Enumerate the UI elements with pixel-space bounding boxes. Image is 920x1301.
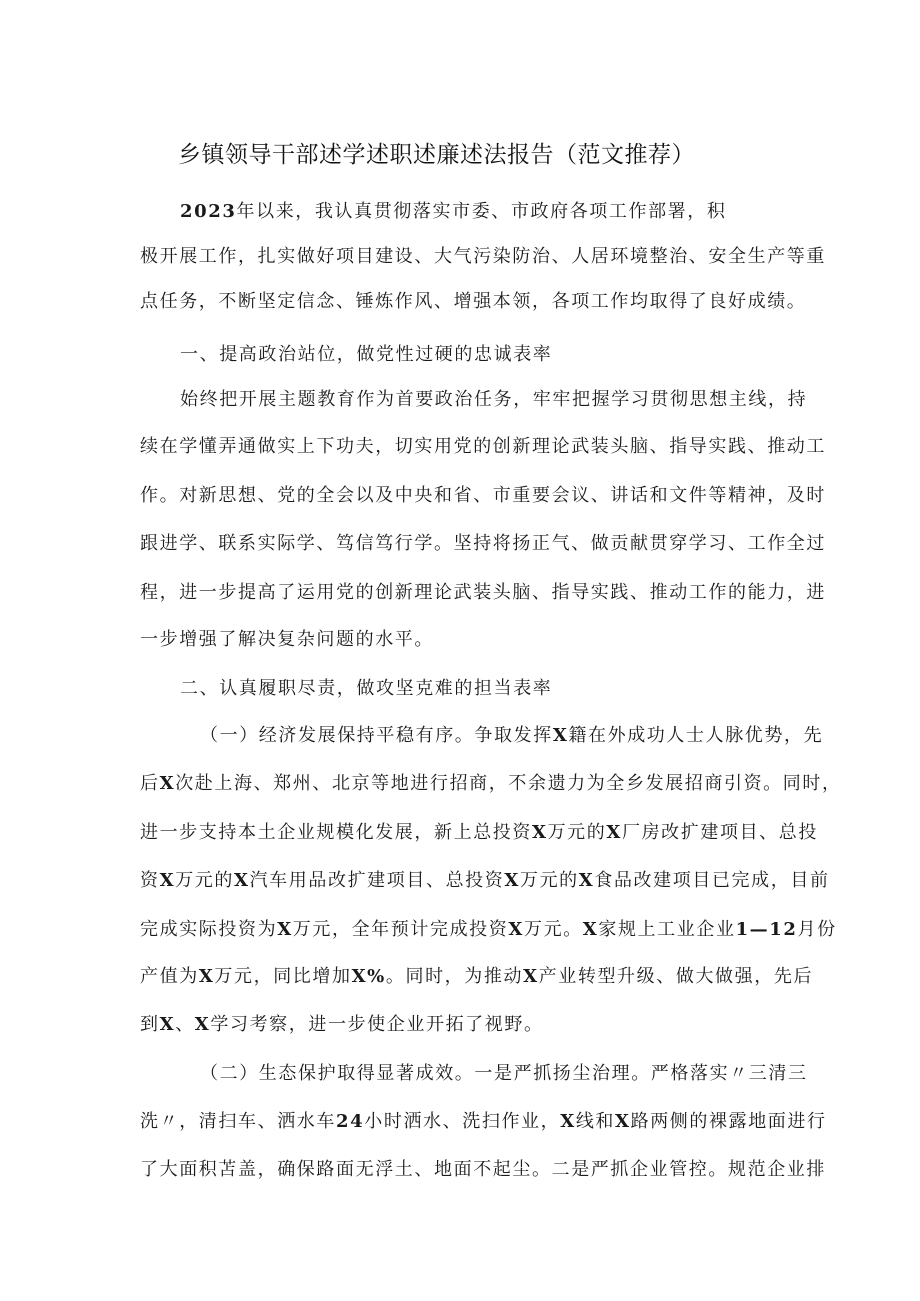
sub1-line-3: 进一步支持本土企业规模化发展，新上总投资X万元的X厂房改扩建项目、总投 [140, 822, 818, 843]
sub1-line-1: （一）经济发展保持平稳有序。争取发挥X籍在外成功人士人脉优势，先 [200, 725, 824, 746]
intro-line-3: 点任务，不断坚定信念、锤炼作风、增强本领，各项工作均取得了良好成绩。 [140, 291, 807, 312]
section1-line-6: 一步增强了解决复杂问题的水平。 [140, 629, 434, 650]
section1-line-3: 作。对新思想、党的全会以及中央和省、市重要会议、讲话和文件等精神，及时 [140, 485, 826, 506]
intro-line-2: 极开展工作，扎实做好项目建设、大气污染防治、人居环境整治、安全生产等重 [140, 246, 826, 267]
sub1-line-4: 资X万元的X汽车用品改扩建项目、总投资X万元的X食品改建项目已完成，目前 [140, 870, 830, 891]
sub1-line-6: 产值为X万元，同比增加X%。同时，为推动X产业转型升级、做大做强，先后 [140, 966, 814, 987]
sub2-line-2: 洗〃，清扫车、洒水车24小时洒水、洗扫作业，X线和X路两侧的裸露地面进行 [140, 1111, 827, 1132]
section1-line-2: 续在学懂弄通做实上下功夫，切实用党的创新理论武装头脑、指导实践、推动工 [140, 436, 826, 457]
section1-line-5: 程，进一步提高了运用党的创新理论武装头脑、指导实践、推动工作的能力，进 [140, 582, 826, 603]
intro-line-1: 2023年以来，我认真贯彻落实市委、市政府各项工作部署，积 [180, 201, 727, 222]
sub1-line-5: 完成实际投资为X万元，全年预计完成投资X万元。X家规上工业企业1—12月份 [140, 919, 837, 940]
section1-line-4: 跟进学、联系实际学、笃信笃行学。坚持将扬正气、做贡献贯穿学习、工作全过 [140, 533, 826, 554]
sub2-line-1: （二）生态保护取得显著成效。一是严抓扬尘治理。严格落实〃三清三 [200, 1063, 808, 1084]
section2-heading: 二、认真履职尽责，做攻坚克难的担当表率 [180, 678, 553, 699]
section1-line-1: 始终把开展主题教育作为首要政治任务，牢牢把握学习贯彻思想主线，持 [180, 389, 808, 410]
document-title: 乡镇领导干部述学述职述廉述法报告（范文推荐） [178, 142, 695, 168]
sub2-line-3: 了大面积苫盖，确保路面无浮土、地面不起尘。二是严抓企业管控。规范企业排 [140, 1159, 826, 1180]
sub1-line-7: 到X、X学习考察，进一步使企业开拓了视野。 [140, 1014, 544, 1035]
sub1-line-2: 后X次赴上海、郑州、北京等地进行招商，不余遗力为全乡发展招商引资。同时， [140, 773, 842, 794]
section1-heading: 一、提高政治站位，做党性过硬的忠诚表率 [180, 344, 553, 365]
